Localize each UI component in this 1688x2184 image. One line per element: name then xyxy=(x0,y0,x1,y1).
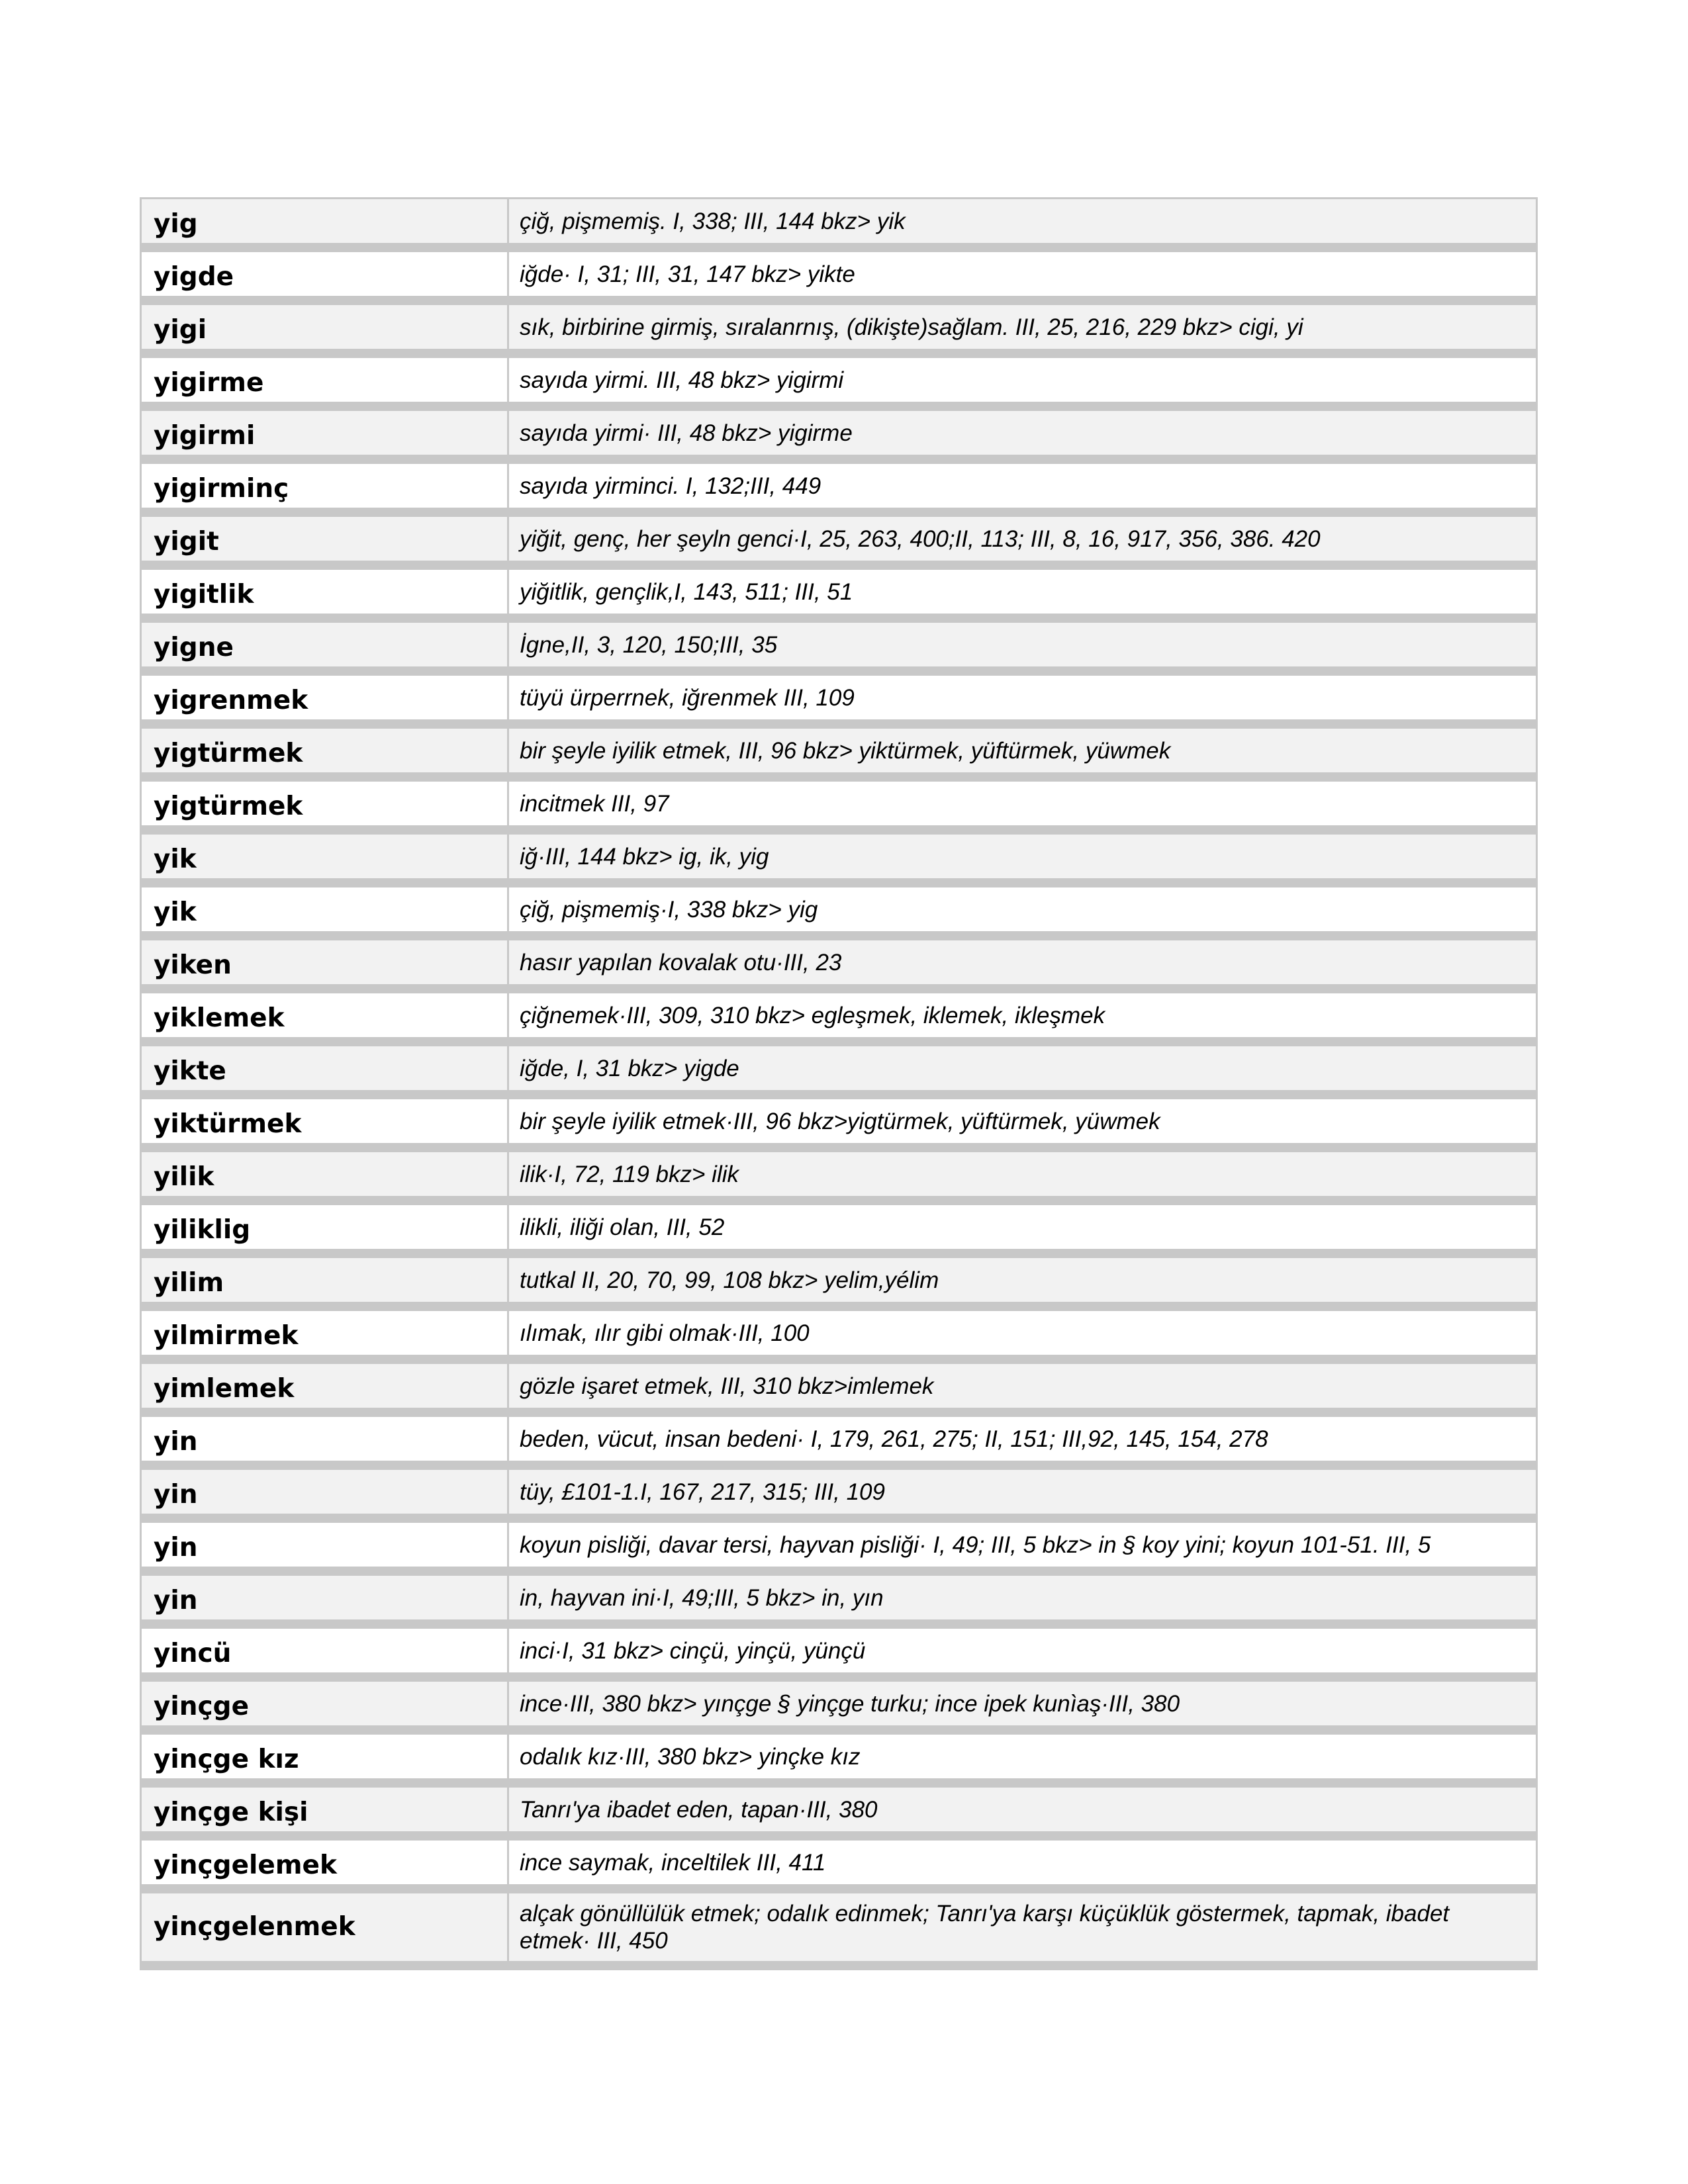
table-row xyxy=(142,1205,1536,1258)
entry-definition: sayıda yirmi· III, 48 bkz> yigirme xyxy=(509,411,1536,455)
table-row xyxy=(142,623,1536,676)
table-row xyxy=(142,252,1536,305)
entry-definition: hasır yapılan kovalak otu·III, 23 xyxy=(509,940,1536,984)
entry-term: yinçgelemek xyxy=(142,1841,509,1884)
entry-term: yin xyxy=(142,1523,509,1567)
entry-term: yiktürmek xyxy=(142,1099,509,1143)
table-row xyxy=(142,1788,1536,1841)
table-row xyxy=(142,1364,1536,1417)
entry-definition: sayıda yirminci. I, 132;III, 449 xyxy=(509,464,1536,508)
entry-term: yigit xyxy=(142,517,509,561)
entry-definition: ilik·I, 72, 119 bkz> ilik xyxy=(509,1152,1536,1196)
entry-definition: tüyü ürperrnek, iğrenmek III, 109 xyxy=(509,676,1536,719)
table-row xyxy=(142,1629,1536,1682)
entry-term: yiklemek xyxy=(142,993,509,1037)
entry-term: yin xyxy=(142,1417,509,1461)
entry-term: yik xyxy=(142,835,509,878)
entry-definition: iğde, I, 31 bkz> yigde xyxy=(509,1046,1536,1090)
table-row xyxy=(142,993,1536,1046)
glossary-table xyxy=(140,197,1538,1970)
entry-term: yinçge kişi xyxy=(142,1788,509,1831)
entry-term: yigi xyxy=(142,305,509,349)
entry-term: yigtürmek xyxy=(142,782,509,825)
entry-definition: çiğnemek·III, 309, 310 bkz> egleşmek, iklemek, ikleşmek xyxy=(509,993,1536,1037)
entry-definition: gözle işaret etmek, III, 310 bkz>imlemek xyxy=(509,1364,1536,1408)
table-row xyxy=(142,729,1536,782)
table-row xyxy=(142,305,1536,358)
table-row xyxy=(142,1470,1536,1523)
table-row xyxy=(142,358,1536,411)
entry-term: yimlemek xyxy=(142,1364,509,1408)
entry-definition: yiğitlik, gençlik,I, 143, 511; III, 51 xyxy=(509,570,1536,614)
entry-definition: Tanrı'ya ibadet eden, tapan·III, 380 xyxy=(509,1788,1536,1831)
entry-term: yigtürmek xyxy=(142,729,509,772)
table-row xyxy=(142,1258,1536,1311)
table-row xyxy=(142,835,1536,887)
entry-term: yigirmi xyxy=(142,411,509,455)
entry-term: yigne xyxy=(142,623,509,666)
table-row xyxy=(142,1152,1536,1205)
table-row xyxy=(142,199,1536,252)
entry-term: yinçge xyxy=(142,1682,509,1725)
entry-term: yik xyxy=(142,887,509,931)
entry-definition: yiğit, genç, her şeyln genci·I, 25, 263, 400;II, 113; III, 8, 16, 917, 356, 386. 420 xyxy=(509,517,1536,561)
entry-definition: ince·III, 380 bkz> yınçge § yinçge turku; ince ipek kunìaş·III, 380 xyxy=(509,1682,1536,1725)
table-row xyxy=(142,570,1536,623)
entry-definition: bir şeyle iyilik etmek·III, 96 bkz>yigtürmek, yüftürmek, yüwmek xyxy=(509,1099,1536,1143)
entry-definition: bir şeyle iyilik etmek, III, 96 bkz> yiktürmek, yüftürmek, yüwmek xyxy=(509,729,1536,772)
table-row xyxy=(142,1841,1536,1893)
entry-definition: incitmek III, 97 xyxy=(509,782,1536,825)
table-row xyxy=(142,782,1536,835)
table-row xyxy=(142,1046,1536,1099)
table-row xyxy=(142,887,1536,940)
table-row xyxy=(142,1735,1536,1788)
entry-definition: odalık kız·III, 380 bkz> yinçke kız xyxy=(509,1735,1536,1778)
entry-definition: İgne,II, 3, 120, 150;III, 35 xyxy=(509,623,1536,666)
table-row xyxy=(142,1893,1536,1961)
entry-definition: sık, birbirine girmiş, sıralanrnış, (dikişte)sağlam. III, 25, 216, 229 bkz> cigi, yi xyxy=(509,305,1536,349)
entry-definition: alçak gönüllülük etmek; odalık edinmek; Tanrı'ya karşı küçüklük göstermek, tapmak, ibadet etmek· III, 450 xyxy=(509,1893,1536,1961)
table-row xyxy=(142,1099,1536,1152)
entry-term: yilik xyxy=(142,1152,509,1196)
entry-definition: koyun pisliği, davar tersi, hayvan pisliği· I, 49; III, 5 bkz> in § koy yini; koyun 101-51. III, 5 xyxy=(509,1523,1536,1567)
entry-term: yilim xyxy=(142,1258,509,1302)
entry-definition: ilikli, iliği olan, III, 52 xyxy=(509,1205,1536,1249)
table-row xyxy=(142,1417,1536,1470)
entry-term: yincü xyxy=(142,1629,509,1672)
entry-term: yiken xyxy=(142,940,509,984)
table-row xyxy=(142,1311,1536,1364)
entry-term: yinçgelenmek xyxy=(142,1893,509,1961)
entry-term: yigirme xyxy=(142,358,509,402)
entry-definition: tutkal II, 20, 70, 99, 108 bkz> yelim,yélim xyxy=(509,1258,1536,1302)
entry-term: yigde xyxy=(142,252,509,296)
entry-term: yiliklig xyxy=(142,1205,509,1249)
table-row xyxy=(142,940,1536,993)
entry-definition: beden, vücut, insan bedeni· I, 179, 261, 275; II, 151; III,92, 145, 154, 278 xyxy=(509,1417,1536,1461)
entry-term: yikte xyxy=(142,1046,509,1090)
entry-definition: in, hayvan ini·I, 49;III, 5 bkz> in, yın xyxy=(509,1576,1536,1619)
entry-definition: tüy, £101-1.I, 167, 217, 315; III, 109 xyxy=(509,1470,1536,1514)
table-row xyxy=(142,517,1536,570)
entry-term: yigrenmek xyxy=(142,676,509,719)
entry-term: yig xyxy=(142,199,509,243)
entry-definition: çiğ, pişmemiş·I, 338 bkz> yig xyxy=(509,887,1536,931)
entry-term: yin xyxy=(142,1576,509,1619)
entry-term: yilmirmek xyxy=(142,1311,509,1355)
entry-definition: çiğ, pişmemiş. I, 338; III, 144 bkz> yik xyxy=(509,199,1536,243)
entry-definition: iğ·III, 144 bkz> ig, ik, yig xyxy=(509,835,1536,878)
table-row xyxy=(142,1682,1536,1735)
entry-term: yigitlik xyxy=(142,570,509,614)
table-row xyxy=(142,411,1536,464)
entry-definition: iğde· I, 31; III, 31, 147 bkz> yikte xyxy=(509,252,1536,296)
entry-definition: ılımak, ılır gibi olmak·III, 100 xyxy=(509,1311,1536,1355)
entry-term: yin xyxy=(142,1470,509,1514)
entry-term: yigirminç xyxy=(142,464,509,508)
table-row xyxy=(142,1576,1536,1629)
entry-definition: sayıda yirmi. III, 48 bkz> yigirmi xyxy=(509,358,1536,402)
table-row xyxy=(142,464,1536,517)
entry-definition: inci·I, 31 bkz> cinçü, yinçü, yünçü xyxy=(509,1629,1536,1672)
table-row xyxy=(142,1523,1536,1576)
table-row xyxy=(142,676,1536,729)
entry-definition: ince saymak, inceltilek III, 411 xyxy=(509,1841,1536,1884)
entry-term: yinçge kız xyxy=(142,1735,509,1778)
